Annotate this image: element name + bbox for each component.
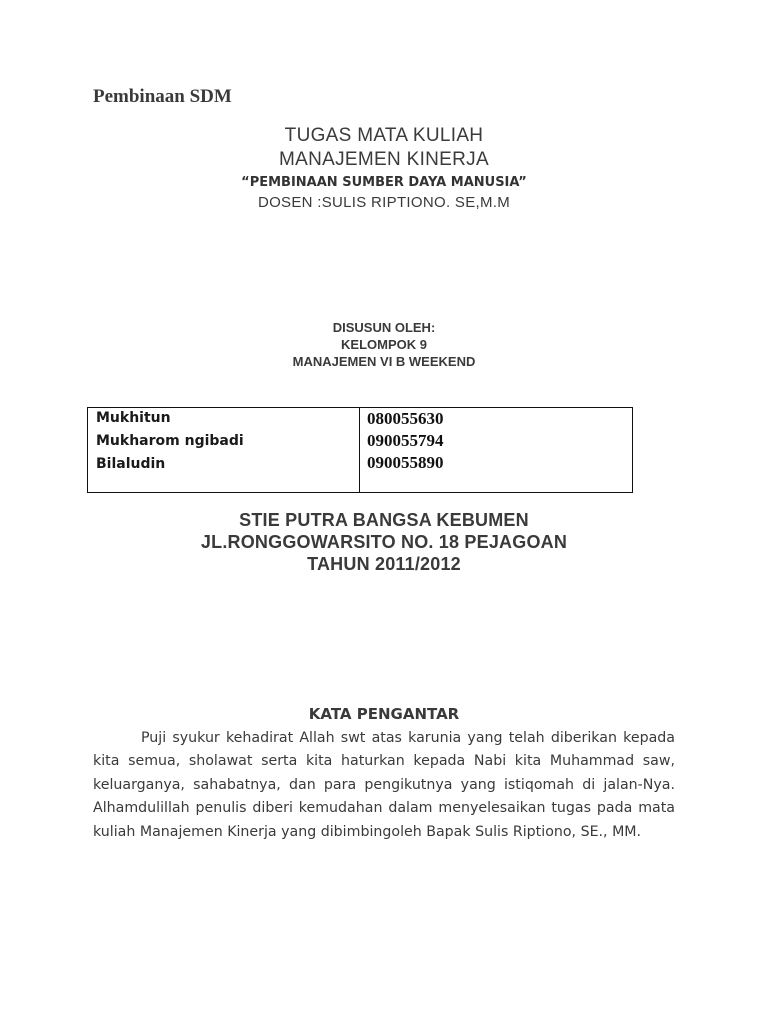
class-label: MANAJEMEN VI B WEEKEND [292,354,476,369]
member-name: Mukhitun [96,410,171,426]
course-title-line1: TUGAS MATA KULIAH [284,125,484,146]
member-id: 090055890 [367,453,444,472]
academic-year: TAHUN 2011/2012 [307,554,461,574]
member-id: 080055630 [367,409,444,428]
course-title-line2: MANAJEMEN KINERJA [279,149,489,170]
member-id: 090055794 [367,431,444,450]
member-names-column [88,408,360,492]
member-name: Bilaludin [96,456,166,472]
author-label: DISUSUN OLEH: [332,320,436,335]
topic-title: “PEMBINAAN SUMBER DAYA MANUSIA” [241,175,527,190]
institution-name: STIE PUTRA BANGSA KEBUMEN [239,510,529,530]
foreword-title: KATA PENGANTAR [308,705,460,723]
document-header: Pembinaan SDM [93,86,232,107]
foreword-paragraph: Puji syukur kehadirat Allah swt atas karunia yang telah diberikan kepada kita semua, sholawat serta kita haturkan kepada Nabi kita Muhammad saw, keluarganya, sahabatnya, dan para pengikutnya yang istiqomah di jalan-Nya. Alhamdulillah penulis diberi kemudahan dalam menyelesaikan tugas pada mata kuliah Manajemen Kinerja yang dibimbingoleh Bapak Sulis Riptiono, SE., MM. [93,730,675,840]
group-label: KELOMPOK 9 [341,337,427,352]
member-table [87,407,633,493]
lecturer-line: DOSEN :SULIS RIPTIONO. SE,M.M [257,194,511,211]
member-ids-column [360,408,632,492]
institution-address: JL.RONGGOWARSITO NO. 18 PEJAGOAN [200,532,568,552]
member-name: Mukharom ngibadi [96,433,244,449]
